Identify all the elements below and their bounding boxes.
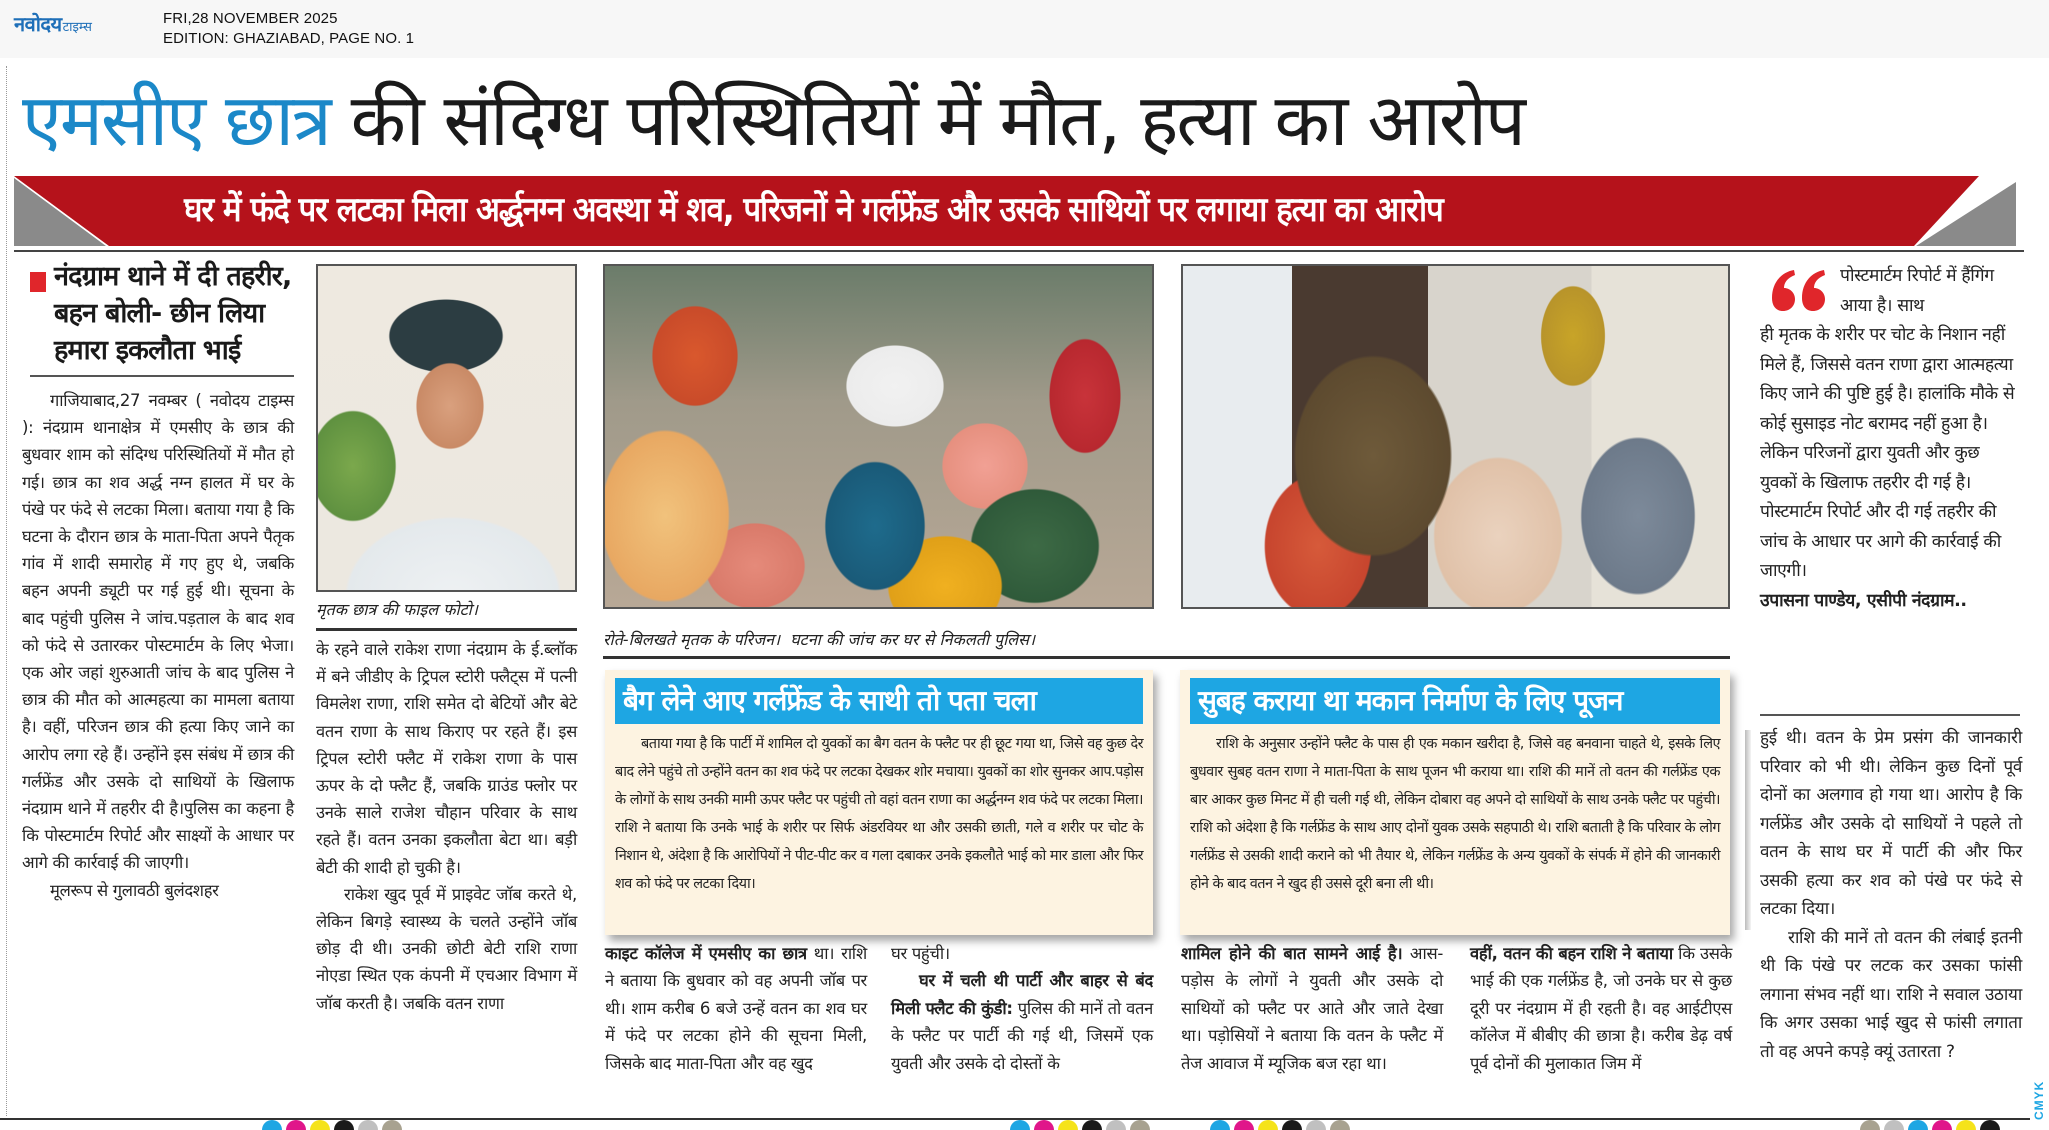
logo-sub-text: टाइम्स xyxy=(62,20,92,35)
grey-reg-dot xyxy=(358,1120,378,1130)
magenta-reg-dot xyxy=(1034,1120,1054,1130)
inline-subhead: घर में चली थी पार्टी और बाहर से बंद मिली फ्लैट की कुंडी: xyxy=(891,971,1153,1018)
edition-info: EDITION: GHAZIABAD, PAGE NO. 1 xyxy=(163,30,415,47)
yellow-reg-dot xyxy=(1956,1120,1976,1130)
story-column-4 xyxy=(891,940,1153,1077)
tan-reg-dot xyxy=(1130,1120,1150,1130)
magenta-reg-dot xyxy=(1932,1120,1952,1130)
story-paragraph xyxy=(1470,940,1732,1077)
grieving-family-photo xyxy=(603,264,1154,609)
sidebar-subhead-text: नंदग्राम थाने में दी तहरीर, बहन बोली- छीन लिया हमारा इकलौता भाई xyxy=(54,261,292,366)
logo-main-text: नवोदय xyxy=(14,12,62,36)
tan-reg-dot xyxy=(1860,1120,1880,1130)
story-lead-paragraph: गाजियाबाद,27 नवम्बर ( नवोदय टाइम्स ): नंदग्राम थानाक्षेत्र में एमसीए के छात्र की बुधवार शाम को संदिग्ध परिस्थितियों में मौत हो गई। छात्र का शव अर्द्ध नग्न हालत में घर के पंखे पर फंदे से लटका मिला। बताया गया है कि घटना के दौरान छात्र के माता-पिता अपने पैतृक गांव में शादी समारोह में गए हुए थे, जबकि बहन अपनी ड्यूटी पर गई हुई थी। सूचना के बाद पहुंची पुलिस ने जांच.पड़ताल के बाद शव को फंदे से उतारकर पोस्टमार्टम के लिए भेजा। एक ओर जहां शुरुआती जांच के बाद पुलिस ने छात्र की मौत को आत्महत्या का मामला बताया है। वहीं, परिजन छात्र की हत्या किए जाने का आरोप लगा रहे हैं। उन्होंने इस संबंध में छात्र की गर्लफ्रेंड और उसके दो साथियों के खिलाफ नंदग्राम थाने में तहरीर दी है।पुलिस का कहना है कि पोस्टमार्टम रिपोर्ट और साक्ष्यों के आधार पर आगे की कार्रवाई की जाएगी। xyxy=(22,391,294,873)
story-paragraph xyxy=(1181,940,1443,1077)
cyan-reg-dot xyxy=(1908,1120,1928,1130)
paragraph-text: पुलिस की मानें तो वतन के फ्लैट पर पार्टी की गई थी, जिसमें एक युवती और उसके दो दोस्तों के xyxy=(891,998,1153,1073)
cmyk-label: CMYK xyxy=(2032,1080,2046,1120)
caption-right: घटना की जांच कर घर से निकलती पुलिस। xyxy=(790,630,1036,649)
tan-reg-dot xyxy=(382,1120,402,1130)
registration-marks xyxy=(1010,1120,1150,1130)
official-quote xyxy=(1760,262,2020,616)
magenta-reg-dot xyxy=(1234,1120,1254,1130)
registration-marks xyxy=(1210,1120,1350,1130)
quote-text-first: पोस्टमार्टम रिपोर्ट में हैंगिंग आया है। साथ xyxy=(1840,266,1994,316)
caption-divider xyxy=(316,628,577,631)
black-reg-dot xyxy=(334,1120,354,1130)
photos-caption xyxy=(603,628,1730,650)
quote-divider xyxy=(1760,714,2020,716)
edition-header xyxy=(0,0,2049,58)
inline-subhead: शामिल होने की बात सामने आई है। xyxy=(1181,944,1403,963)
edition-meta xyxy=(163,9,414,49)
magenta-reg-dot xyxy=(286,1120,306,1130)
inline-subhead: काइट कॉलेज में एमसीए का छात्र xyxy=(605,944,807,963)
subhead-divider xyxy=(30,375,294,377)
deck-text: घर में फंदे पर लटका मिला अर्द्धनग्न अवस्था में शव, परिजनों ने गर्लफ्रेंड और उसके साथियों पर लगाया हत्या का आरोप xyxy=(184,190,1443,230)
deck-banner xyxy=(14,176,2024,246)
sidebar-subhead xyxy=(22,258,294,369)
caption-left: रोते-बिलखते मृतक के परिजन। xyxy=(603,630,781,649)
black-reg-dot xyxy=(1282,1120,1302,1130)
yellow-reg-dot xyxy=(1258,1120,1278,1130)
photos-divider xyxy=(603,656,1730,659)
grey-reg-dot xyxy=(1306,1120,1326,1130)
deceased-file-photo xyxy=(316,264,577,592)
story-paragraph: घर पहुंची। xyxy=(891,944,950,963)
quote-signature: उपासना पाण्डेय, एसीपी नंदग्राम.. xyxy=(1760,590,1967,611)
story-paragraph: मूलरूप से गुलावठी बुलंदशहर xyxy=(50,880,219,900)
story-paragraph: राशि की मानें तो वतन की लंबाई इतनी थी कि पंखे पर लटक कर उसका फांसी लगाना संभव नहीं था। राशि ने सवाल उठाया कि अगर उसका भाई खुद से फांसी लगाता तो वह अपने कपड़े क्यूं उतारता ? xyxy=(1760,927,2022,1062)
police-leaving-house-photo xyxy=(1181,264,1730,609)
red-bullet-icon xyxy=(30,272,46,292)
grey-reg-dot xyxy=(1884,1120,1904,1130)
story-paragraph xyxy=(605,940,867,1077)
registration-marks xyxy=(1860,1120,2000,1130)
box-body: बताया गया है कि पार्टी में शामिल दो युवकों का बैग वतन के फ्लैट पर ही छूट गया था, जिसे वह कुछ देर बाद लेने पहुंचे तो उन्होंने वतन का शव फंदे पर लटका देखकर शोर मचाया। युवकों का शोर सुनकर आप.पड़ोस के लोगों के साथ उनकी मामी ऊपर फ्लैट पर पहुंची तो वहां वतन राणा का अर्द्धनग्न शव फंदे पर लटका मिला। राशि ने बताया कि उनके भाई के शरीर पर सिर्फ अंडरवियर था और उसकी छाती, गले व शरीर पर चोट के निशान थे, अंदेशा है कि आरोपियों ने पीट-पीट कर व गला दबाकर उनके इकलौते भाई को मार डाला और फिर शव को फंदे पर लटका दिया। xyxy=(615,736,1143,892)
story-paragraph: हुई थी। वतन के प्रेम प्रसंग की जानकारी परिवार को भी थी। लेकिन कुछ दिनों पूर्व दोनों का अलगाव हो गया था। आरोप है कि गर्लफ्रेंड और उसके दो साथियों ने पहले तो वतन के साथ घर में पार्टी की और फिर उसकी हत्या कर शव को पंखे पर फंदे से लटका दिया। xyxy=(1760,728,2022,919)
cyan-reg-dot xyxy=(262,1120,282,1130)
headline-rest: की संदिग्ध परिस्थितियों में मौत, हत्या का आरोप xyxy=(329,78,1524,162)
story-column-3 xyxy=(605,940,867,1077)
edition-date: FRI,28 NOVEMBER 2025 xyxy=(163,10,338,27)
paragraph-text: कि उसके भाई की एक गर्लफ्रेंड है, जो उनके घर से कुछ दूरी पर नंदग्राम में ही रहती है। वह आईटीएस कॉलेज में बीबीए की छात्रा है। करीब डेढ़ वर्ष पूर्व दोनों की मुलाकात जिम में xyxy=(1470,944,1732,1073)
cyan-reg-dot xyxy=(1010,1120,1030,1130)
story-column-2 xyxy=(316,636,577,1017)
banner-divider xyxy=(14,250,2024,252)
fold-shadow xyxy=(1745,730,1751,930)
story-paragraph: राकेश खुद पूर्व में प्राइवेट जॉब करते थे, लेकिन बिगड़े स्वास्थ्य के चलते उन्होंने जॉब छोड़ दी थी। उनकी छोटी बेटी राशि राणा नोएडा स्थित एक कंपनी में एचआर विभाग में जॉब करती है। जबकि वतन राणा xyxy=(316,884,577,1013)
box-heading: बैग लेने आए गर्लफ्रेंड के साथी तो पता चला xyxy=(615,678,1143,724)
box-body: राशि के अनुसार उन्होंने फ्लैट के पास ही एक मकान खरीदा है, जिसे वह बनवाना चाहते थे, इसके लिए बुधवार सुबह वतन राणा ने माता-पिता के साथ पूजन भी कराया था। राशि की मानें तो वतन की गर्लफ्रेंड एक बार आकर कुछ मिनट में ही चली गई थी, लेकिन दोबारा वह अपने दो साथियों के साथ उनके फ्लैट पर पहुंची। राशि को अंदेशा है कि गर्लफ्रेंड के साथ आए दोनों युवक उसके सहपाठी थे। राशि बताती है कि परिवार के लोग गर्लफ्रेंड से उसकी शादी कराने को भी तैयार थे, लेकिन गर्लफ्रेंड के अन्य युवकों के संपर्क में होने की जानकारी होने के बाद वतन ने खुद ही उससे दूरी बना ली थी। xyxy=(1190,736,1720,892)
registration-marks xyxy=(262,1120,402,1130)
headline-highlight: एमसीए छात्र xyxy=(22,78,330,162)
paragraph-text: आस-पड़ोस के लोगों ने युवती और उसके दो साथियों को फ्लैट पर आते और जाते देखा था। पड़ोसियों ने बताया कि वतन के फ्लैट में तेज आवाज में म्यूजिक बज रहा था। xyxy=(1181,944,1443,1073)
story-paragraph: के रहने वाले राकेश राणा नंदग्राम के ई.ब्लॉक में बने जीडीए के ट्रिपल स्टोरी फ्लैट्स में पत्नी विमलेश राणा, राशि समेत दो बेटियों और बेटे वतन राणा के साथ किराए पर रहते हैं। इस ट्रिपल स्टोरी फ्लैट में राकेश राणा के पास ऊपर के दो फ्लैट हैं, जबकि ग्राउंड फ्लोर पर उनके साले राजेश चौहान परिवार के साथ रहते हैं। वतन उनका इकलौता बेटा था। बड़ी बेटी की शादी हो चुकी है। xyxy=(316,640,577,877)
inline-subhead: वहीं, वतन की बहन राशि ने बताया xyxy=(1470,944,1673,963)
story-paragraph xyxy=(891,967,1153,1077)
yellow-reg-dot xyxy=(310,1120,330,1130)
box-heading: सुबह कराया था मकान निर्माण के लिए पूजन xyxy=(1190,678,1720,724)
photo-caption: मृतक छात्र की फाइल फोटो। xyxy=(316,600,478,619)
newspaper-logo[interactable] xyxy=(14,10,92,37)
main-headline xyxy=(22,70,1524,170)
sidebar-story xyxy=(22,258,294,904)
yellow-reg-dot xyxy=(1058,1120,1078,1130)
story-column-6 xyxy=(1470,940,1732,1077)
quote-open-icon xyxy=(1768,268,1830,312)
story-column-5 xyxy=(1181,940,1443,1077)
cyan-reg-dot xyxy=(1210,1120,1230,1130)
page-edge-dotted-line xyxy=(6,66,7,1116)
black-reg-dot xyxy=(1082,1120,1102,1130)
quote-text: ही मृतक के शरीर पर चोट के निशान नहीं मिले हैं, जिससे वतन राणा द्वारा आत्महत्या किए जाने की पुष्टि हुई है। हालांकि मौके से कोई सुसाइड नोट बरामद नहीं हुआ है। लेकिन परिजनों द्वारा युवती और कुछ युवकों के खिलाफ तहरीर दी गई है। पोस्टमार्टम रिपोर्ट और दी गई तहरीर की जांच के आधार पर आगे की कार्रवाई की जाएगी। xyxy=(1760,325,2015,581)
grey-reg-dot xyxy=(1106,1120,1126,1130)
black-reg-dot xyxy=(1980,1120,2000,1130)
highlight-box-puja xyxy=(1180,670,1730,935)
paragraph-text: था। राशि ने बताया कि बुधवार को वह अपनी जॉब पर थी। शाम करीब 6 बजे उन्हें वतन का शव घर में फंदे पर लटका होने की सूचना मिली, जिसके बाद माता-पिता और वह खुद xyxy=(605,944,867,1073)
tan-reg-dot xyxy=(1330,1120,1350,1130)
story-column-7 xyxy=(1760,724,2022,1066)
highlight-box-bag xyxy=(605,670,1153,935)
